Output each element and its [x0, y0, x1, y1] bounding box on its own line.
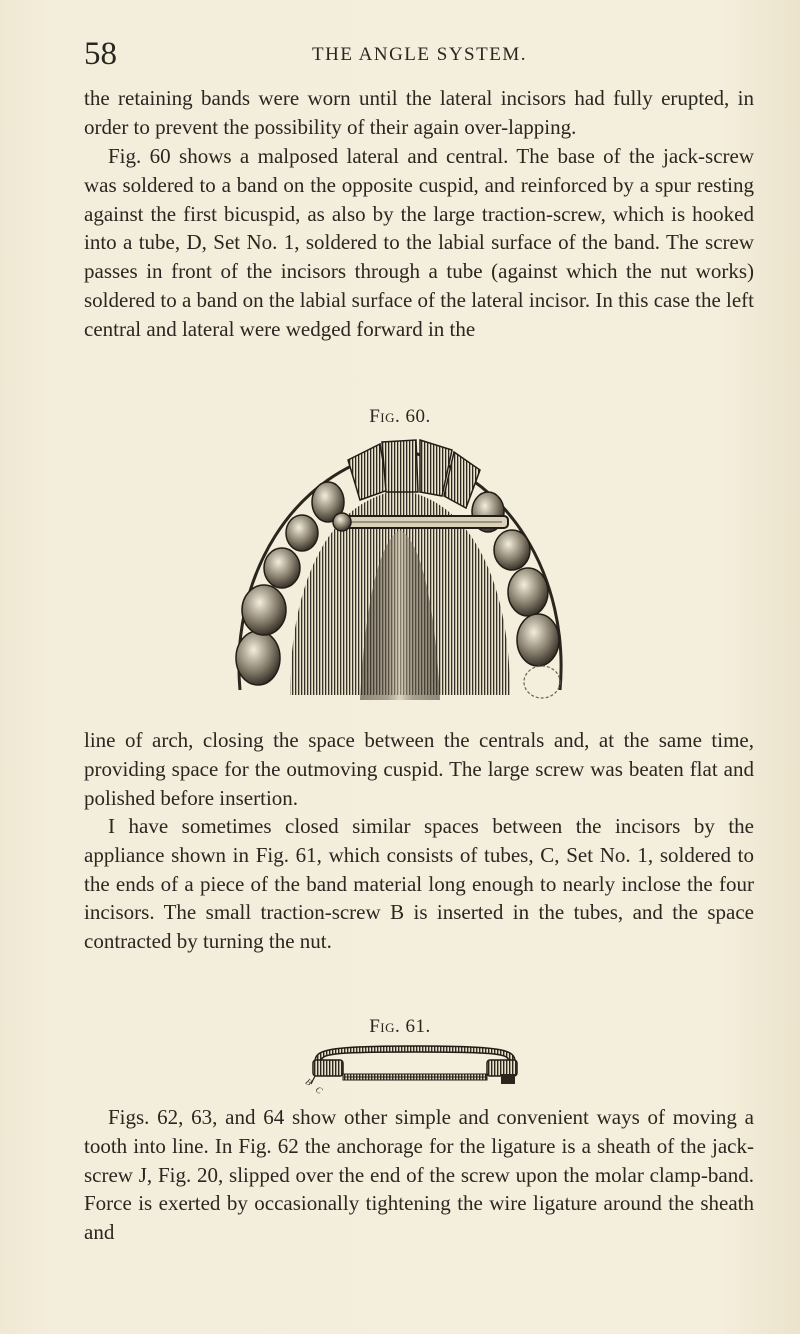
page-header	[84, 34, 724, 74]
paragraph-4: I have sometimes closed similar spaces between the incisors by the appliance shown in Fig. 61, which consists of tubes, C, Set No. 1, soldered to the ends of a piece of the band material long enough to nearly inclose the four incisors. The small traction-screw B is inserted in the tubes, and the space contracted by turning the nut.	[84, 814, 754, 954]
running-title: THE ANGLE SYSTEM.	[312, 44, 527, 65]
figure-61-illustration	[305, 1040, 525, 1090]
figure-60-illustration	[220, 430, 580, 710]
figure-61-label-b: B	[303, 1076, 314, 1088]
paragraph-1: the retaining bands were worn until the lateral incisors had fully erupted, in order to prevent the possibility of their again over-lapping.	[84, 86, 754, 139]
paragraph-5: Figs. 62, 63, and 64 show other simple and convenient ways of moving a tooth into line. In Fig. 62 the anchorage for the ligature is a sheath of the jack-screw J, Fig. 20, slipped over the end of the screw upon the molar clamp-band. Force is exerted by occasionally tightening the wire ligature around the sheath and	[84, 1105, 754, 1245]
paragraph-3: line of arch, closing the space between the centrals and, at the same time, providing space for the outmoving cuspid. The large screw was beaten flat and polished before insertion.	[84, 728, 754, 810]
figure-61-caption: Fig. 61.	[369, 1016, 431, 1037]
figure-61-label-c: C	[313, 1084, 325, 1096]
page-number: 58	[84, 36, 117, 72]
figure-60-caption: Fig. 60.	[369, 406, 431, 427]
paragraph-2: Fig. 60 shows a malposed lateral and central. The base of the jack-screw was soldered to a band on the opposite cuspid, and reinforced by a spur resting against the first bicuspid, as also by the large traction-screw, which is hooked into a tube, D, Set No. 1, soldered to the labial surface of the band. The screw passes in front of the incisors through a tube (against which the nut works) soldered to a band on the labial surface of the lateral incisor. In this case the left central and lateral were wedged forward in the	[84, 144, 755, 341]
